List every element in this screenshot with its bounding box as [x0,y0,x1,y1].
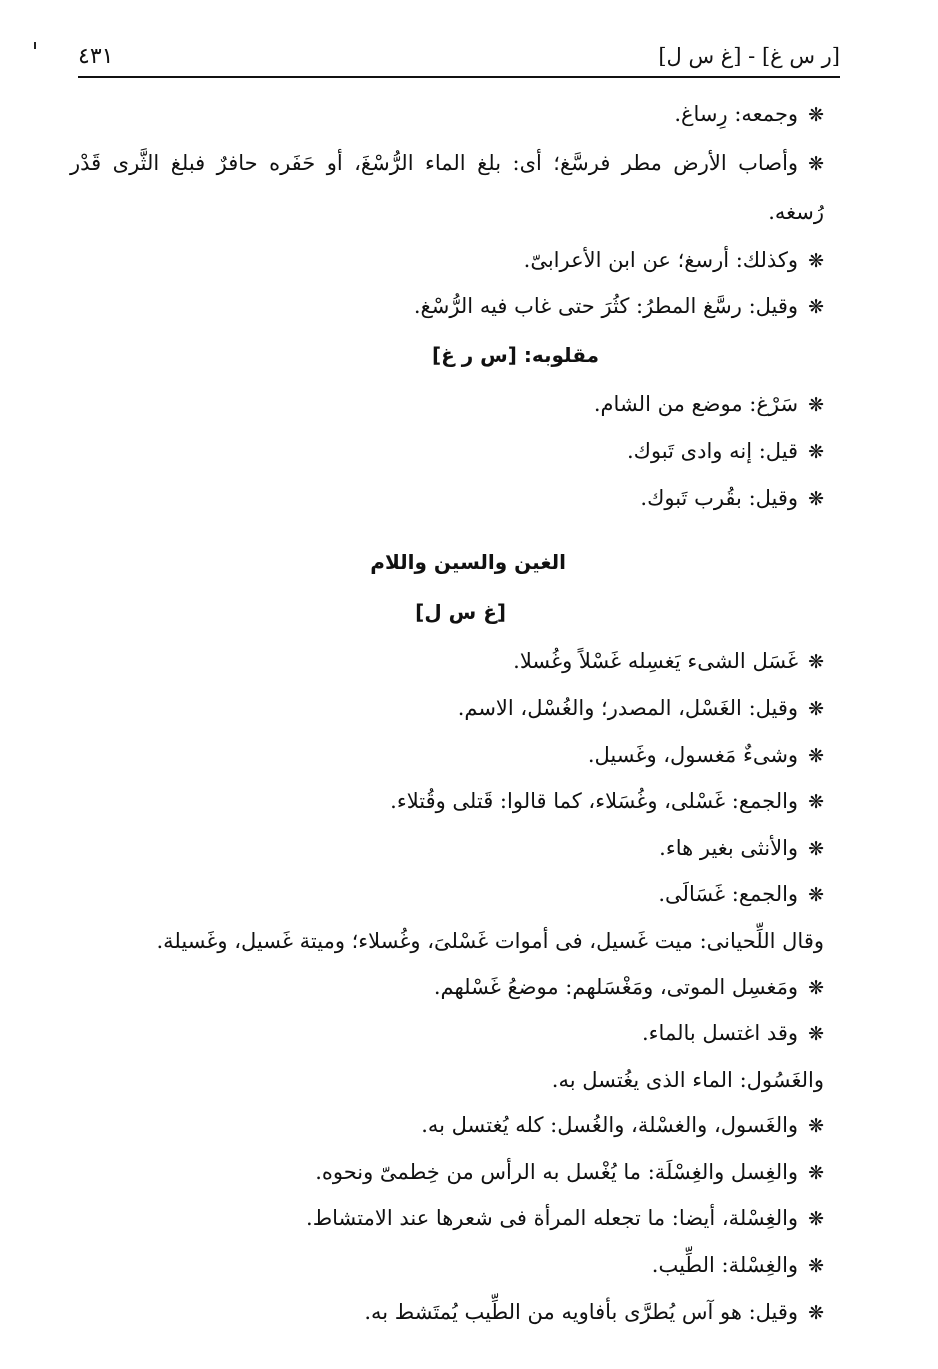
asterism-icon: ❋ [808,487,824,510]
entry-line [70,686,824,733]
entry-text: والغِسْلة: الطِّيب. [651,1253,799,1278]
header-rule [78,76,840,78]
running-head: [ر س غ] - [غ س ل] [658,44,840,68]
entry-line [70,965,824,1012]
entry-line [70,1103,824,1150]
entry-text: وشىءٌ مَغسول، وغَسيل. [587,742,799,767]
entry-text: قيل: إنه وادى تَبوك. [626,438,799,463]
entry-line [70,284,824,331]
maqlub-heading: مقلوبه: [س ر غ] [431,342,599,367]
entry-text: والجمع: غَسْلى، وغُسَلاء، كما قالوا: قَتلى وقُتلاء. [390,789,799,814]
entry-text: والجمع: غَسَالَى. [658,882,799,907]
entry-text: وقد اغتسل بالماء. [642,1021,799,1046]
entry-line [70,238,824,285]
entry-text: والغَسُول: الماء الذى يغُتسل به. [551,1067,824,1092]
entry-text: وقال اللِّحيانى: ميت غَسيل، فى أموات غَسْلىَ، وغُسلاء؛ وميتة غَسيل، وغَسيلة. [156,928,824,953]
asterism-icon: ❋ [808,744,824,767]
entry-line [70,872,824,919]
root-heading: [غ س ل] [415,599,506,624]
entry-line [70,429,824,476]
entry-text: ومَغسِل الموتى، ومَغْسَلهم: موضعُ غَسْلهم. [433,974,799,999]
entry-text: وقيل: الغَسْل، المصدر؛ والغُسْل، الاسم. [457,695,799,720]
entry-text: وقيل: هو آس يُطرَّى بأفاويه من الطِّيب يُمتَشط به. [364,1299,799,1324]
entry-text: وكذلك: أرسغ؛ عن ابن الأعرابىّ. [523,247,799,272]
asterism-icon: ❋ [808,837,824,860]
asterism-icon: ❋ [808,1208,824,1231]
page-body [70,92,824,1336]
entry-text: والغَسول، والغسْلة، والغُسل: كله يُغتسل به. [421,1113,799,1138]
page-number: ٤٣١ [78,44,114,69]
asterism-icon: ❋ [808,884,824,907]
asterism-icon: ❋ [808,1301,824,1324]
entry-text: وقيل: بقُرب تَبوك. [640,485,799,510]
asterism-icon: ❋ [808,1161,824,1184]
entry-text: وأصاب الأرض مطر فرسَّغ؛ أى: بلغ الماء الرُّسْغَ، أو حَفَره حافرٌ فبلغ الثَّرى قَدْر رُسغه. [70,150,824,224]
asterism-icon: ❋ [808,104,824,126]
margin-mark [34,42,36,49]
asterism-icon: ❋ [808,296,824,319]
entry-line [70,639,824,686]
entry-line [70,139,824,236]
entry-line [70,733,824,780]
entry-line [70,1243,824,1290]
entry-line [70,826,824,873]
entry-line [70,92,824,139]
asterism-icon: ❋ [808,152,824,175]
asterism-icon: ❋ [808,249,824,272]
entry-text: وقيل: رسَّغ المطرُ: كثُرَ حتى غاب فيه الرُّسْغ. [413,294,799,319]
entry-line [70,919,824,965]
asterism-icon: ❋ [808,1115,824,1138]
asterism-icon: ❋ [808,1023,824,1046]
page-header [78,38,840,74]
entry-line [70,1150,824,1197]
entry-line [70,1290,824,1337]
asterism-icon: ❋ [808,697,824,720]
entry-line [70,779,824,826]
entry-line [70,1011,824,1058]
entry-text: والغِسْلة، أيضا: ما تجعله المرأة فى شعرها عند الامتشاط. [306,1206,799,1231]
entry-text: سَرْغ: موضع من الشام. [593,392,799,417]
entry-text: غَسَل الشىء يَغسِله غَسْلاً وغُسلا. [513,649,799,674]
entry-line [70,382,824,429]
asterism-icon: ❋ [808,440,824,463]
entry-text: وجمعه: رِساغ. [674,102,799,126]
asterism-icon: ❋ [808,651,824,674]
section-heading: الغين والسين واللام [370,550,566,575]
asterism-icon: ❋ [808,976,824,999]
asterism-icon: ❋ [808,1255,824,1278]
entry-line [70,476,824,523]
asterism-icon: ❋ [808,394,824,417]
entry-line [70,1058,824,1104]
entry-line [70,1196,824,1243]
asterism-icon: ❋ [808,791,824,814]
entry-text: والأنثى بغير هاء. [659,835,799,860]
entry-text: والغِسل والغِسْلَة: ما يُغْسل به الرأس من خِطمىّ ونحوه. [315,1159,799,1184]
